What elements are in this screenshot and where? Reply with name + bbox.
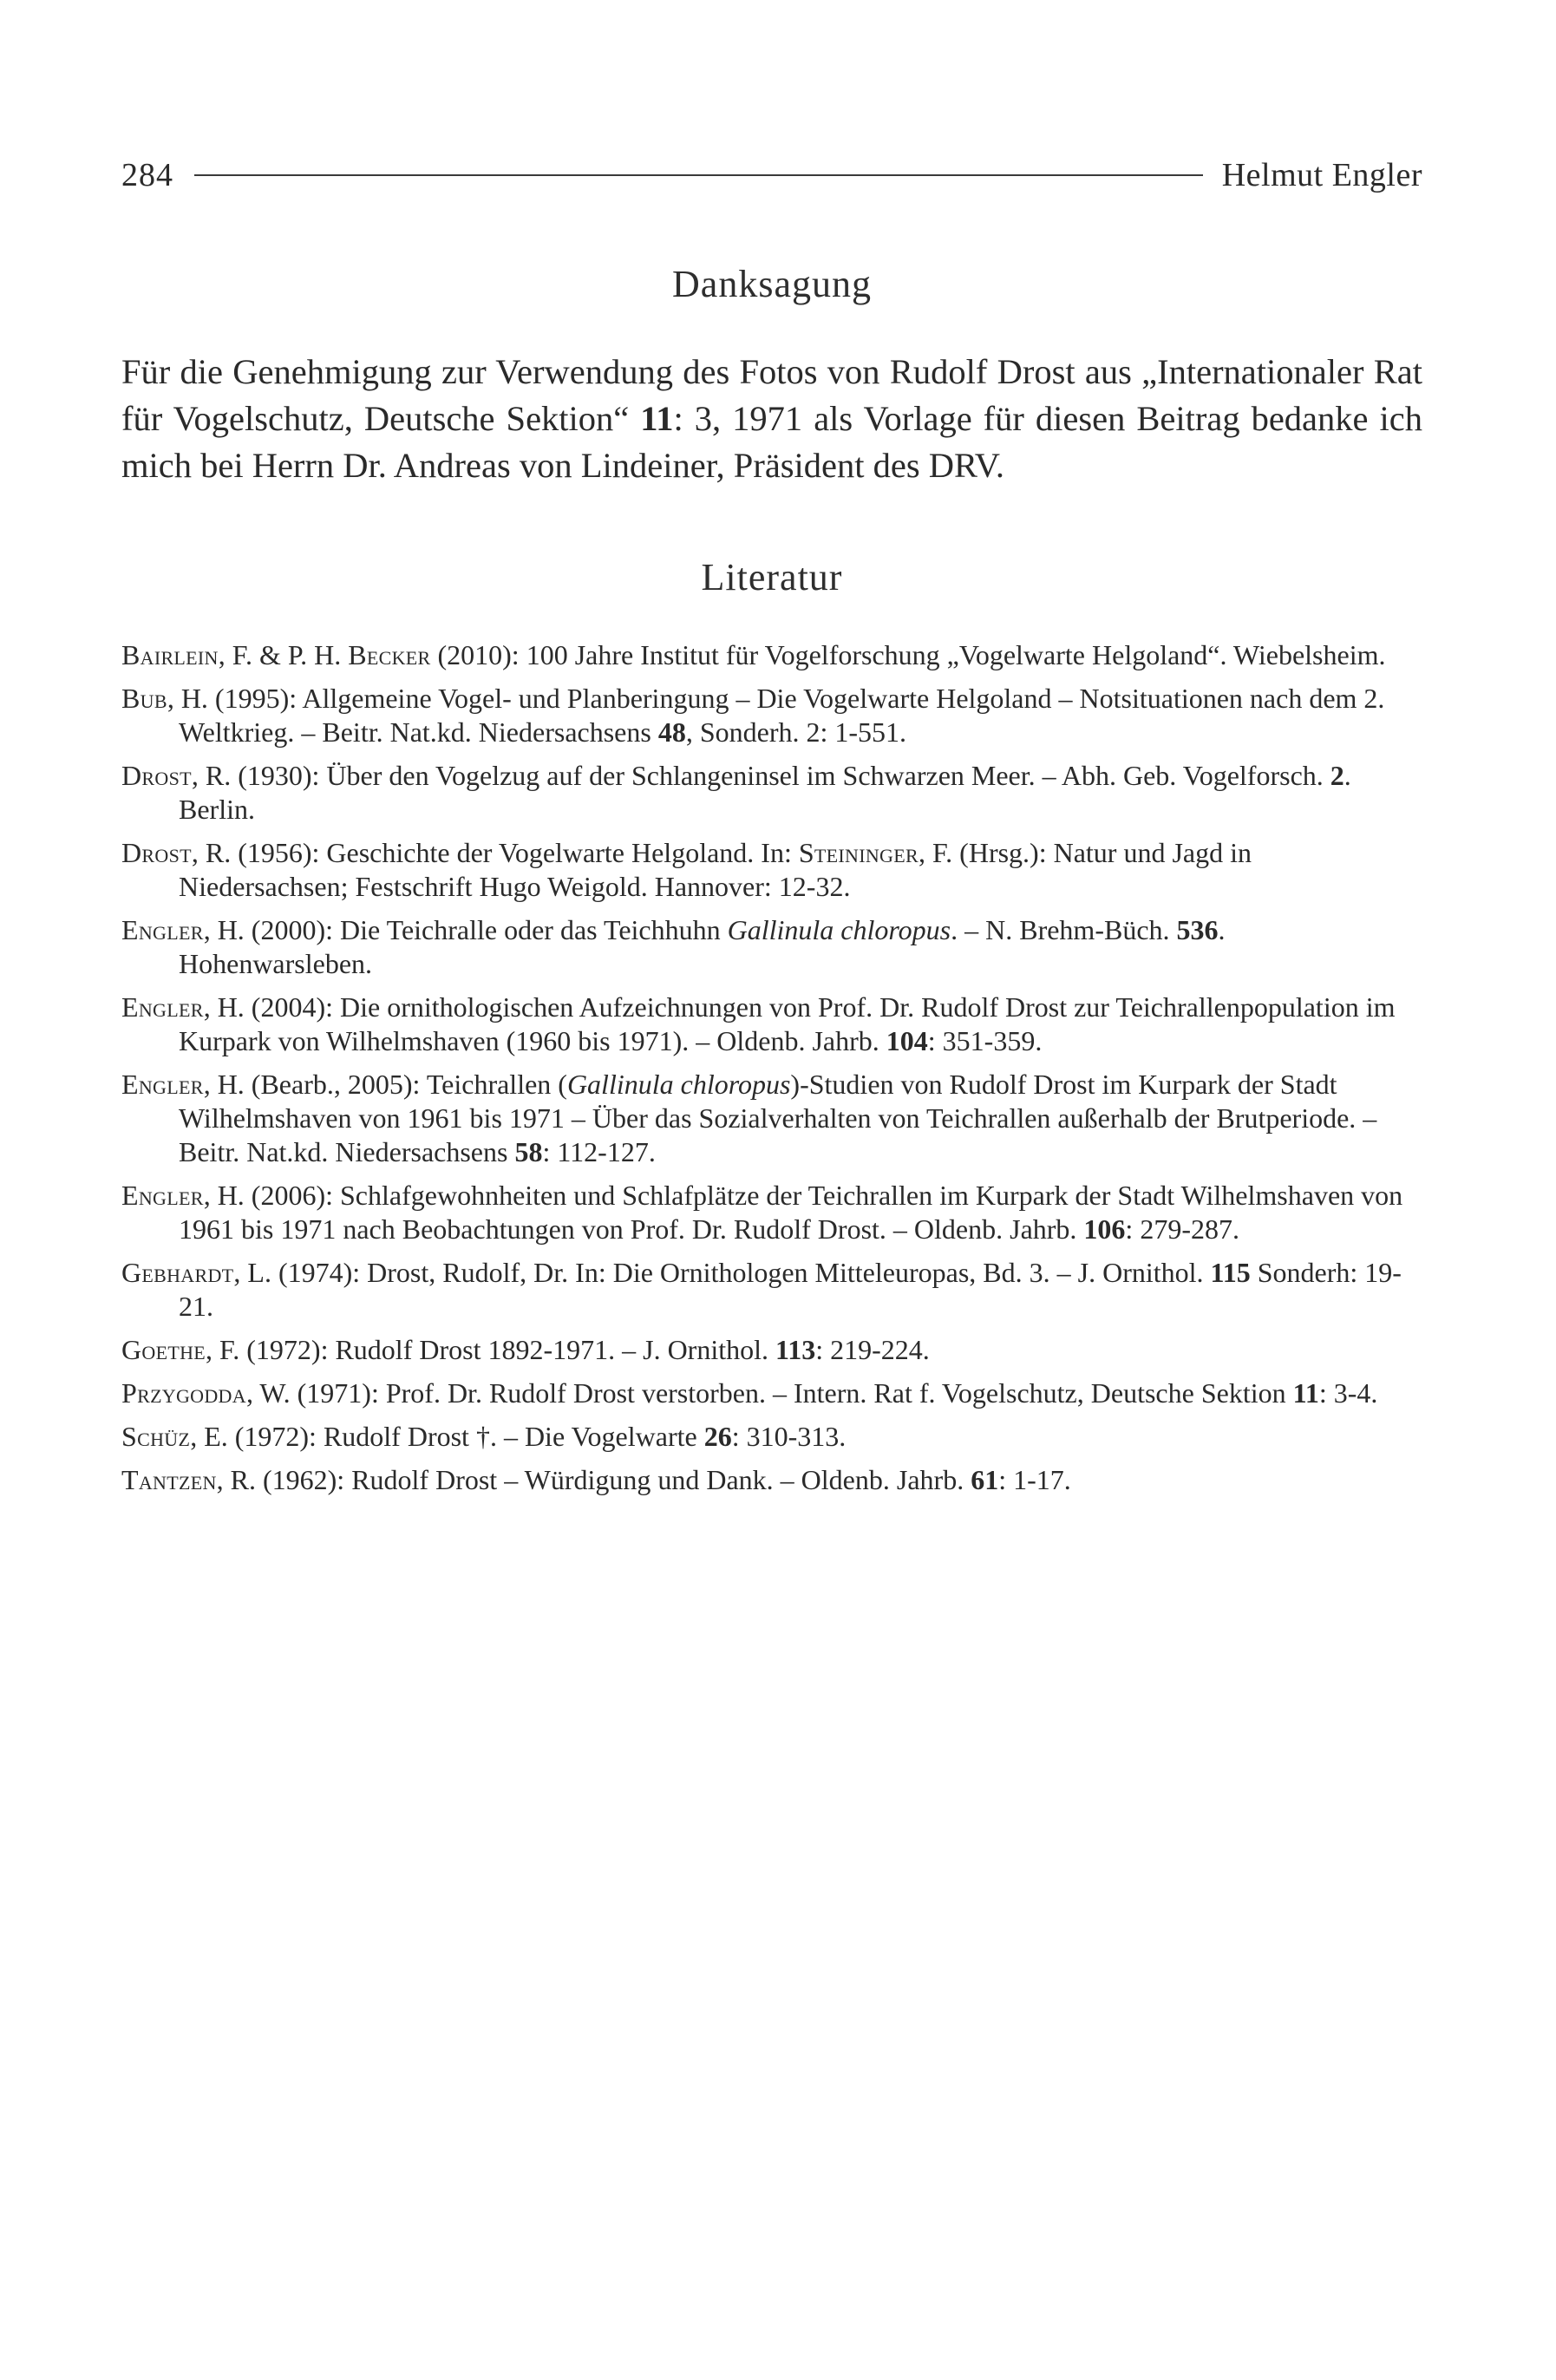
reference-author: Przygodda	[121, 1377, 246, 1409]
document-page	[121, 0, 1422, 2380]
reference-species: Gallinula chloropus	[727, 914, 951, 945]
reference-entry	[121, 1068, 1422, 1169]
reference-rest: : 310-313.	[731, 1421, 847, 1452]
running-author: Helmut Engler	[1221, 157, 1422, 193]
reference-text: , F. (1972): Rudolf Drost 1892-1971. – J. Ornithol.	[206, 1334, 775, 1365]
reference-entry	[121, 759, 1422, 827]
reference-rest: : 351-359.	[927, 1025, 1043, 1056]
reference-text: , H. (2004): Die ornithologischen Aufzeichnungen von Prof. Dr. Rudolf Drost zur Teichrallenpopulation im Kurpark von Wilhelmshaven (1960 bis 1971). – Oldenb. Jahrb.	[179, 991, 1396, 1056]
reference-text: , F. & P. H.	[218, 639, 349, 670]
reference-rest: : 112-127.	[542, 1136, 656, 1167]
reference-text: , R. (1956): Geschichte der Vogelwarte Helgoland. In:	[191, 837, 799, 868]
reference-author: Bub	[121, 683, 167, 714]
header-rule	[194, 174, 1203, 176]
reference-rest: Sonderh: 19-21.	[179, 1257, 1402, 1322]
reference-entry	[121, 1333, 1422, 1367]
reference-coauthor: Becker	[348, 639, 431, 670]
reference-text: , W. (1971): Prof. Dr. Rudolf Drost verstorben. – Intern. Rat f. Vogelschutz, Deutsche Sektion	[245, 1377, 1293, 1409]
reference-volume: 115	[1210, 1257, 1251, 1288]
acknowledgements-volume: 11	[640, 399, 674, 438]
reference-list	[121, 638, 1422, 1507]
acknowledgements-paragraph	[121, 349, 1422, 489]
reference-text: , H. (2000): Die Teichralle oder das Teichhuhn	[203, 914, 728, 945]
reference-text: , H. (Bearb., 2005): Teichrallen (	[203, 1069, 567, 1100]
page-number: 284	[121, 157, 173, 193]
reference-author: Engler	[121, 1180, 204, 1211]
acknowledgements-text-before: Für die Genehmigung zur Verwendung des Fotos von Rudolf Drost aus „Internationaler Rat für Vogelschutz, Deutsche Sektion“	[121, 352, 1422, 438]
reference-author: Tantzen	[121, 1464, 217, 1495]
reference-volume: 106	[1083, 1213, 1126, 1245]
reference-volume: 61	[971, 1464, 999, 1495]
acknowledgements-heading: Danksagung	[672, 263, 872, 305]
reference-entry	[121, 1376, 1422, 1410]
reference-entry	[121, 1420, 1422, 1454]
reference-species: Gallinula chloropus	[566, 1069, 791, 1100]
reference-author: Engler	[121, 1069, 204, 1100]
reference-entry	[121, 638, 1422, 672]
reference-author: Drost	[121, 837, 192, 868]
reference-rest: . Berlin.	[179, 760, 1351, 825]
reference-volume: 104	[886, 1025, 928, 1056]
running-header	[121, 149, 1422, 201]
literature-heading: Literatur	[701, 556, 843, 598]
reference-volume: 536	[1176, 914, 1219, 945]
reference-volume: 26	[703, 1421, 732, 1452]
acknowledgements-text-after: : 3, 1971 als Vorlage für diesen Beitrag bedanke ich mich bei Herrn Dr. Andreas von Lindeiner, Präsident des DRV.	[121, 399, 1422, 485]
reference-volume: 2	[1330, 760, 1344, 791]
reference-author: Engler	[121, 914, 204, 945]
reference-entry	[121, 682, 1422, 749]
reference-author: Goethe	[121, 1334, 206, 1365]
reference-volume: 48	[657, 716, 686, 748]
reference-volume: 11	[1292, 1377, 1319, 1409]
reference-rest: . Hohenwarsleben.	[179, 914, 1226, 979]
reference-volume: 113	[775, 1334, 816, 1365]
reference-entry	[121, 991, 1422, 1058]
reference-text: )-Studien von Rudolf Drost im Kurpark der Stadt Wilhelmshaven von 1961 bis 1971 – Über das Sozialverhalten von Teichrallen außerhalb der Brutperiode. – Beitr. Nat.kd. Niedersachsens	[179, 1069, 1377, 1167]
reference-text: , H. (2006): Schlafgewohnheiten und Schlafplätze der Teichrallen im Kurpark der Stadt Wilhelmshaven von 1961 bis 1971 nach Beobachtungen von Prof. Dr. Rudolf Drost. – Oldenb. Jahrb.	[179, 1180, 1403, 1245]
reference-entry	[121, 1179, 1422, 1246]
reference-author: Bairlein	[121, 639, 219, 670]
reference-text: . – N. Brehm-Büch.	[951, 914, 1177, 945]
reference-rest: : 1-17.	[998, 1464, 1071, 1495]
reference-author: Drost	[121, 760, 192, 791]
reference-rest: , Sonderh. 2: 1-551.	[685, 716, 907, 748]
reference-entry	[121, 1463, 1422, 1497]
reference-author: Gebhardt	[121, 1257, 234, 1288]
reference-entry	[121, 836, 1422, 904]
reference-text: , R. (1930): Über den Vogelzug auf der Schlangeninsel im Schwarzen Meer. – Abh. Geb. Vogelforsch.	[191, 760, 1330, 791]
reference-text: , H. (1995): Allgemeine Vogel- und Planberingung – Die Vogelwarte Helgoland – Notsituationen nach dem 2. Weltkrieg. – Beitr. Nat.kd. Niedersachsens	[167, 683, 1385, 748]
reference-rest: : 279-287.	[1125, 1213, 1239, 1245]
reference-editor: Steininger	[798, 837, 919, 868]
reference-text: , R. (1962): Rudolf Drost – Würdigung und Dank. – Oldenb. Jahrb.	[216, 1464, 971, 1495]
reference-author: Engler	[121, 991, 204, 1023]
reference-entry	[121, 1256, 1422, 1324]
reference-volume: 58	[514, 1136, 543, 1167]
reference-rest: : 219-224.	[815, 1334, 930, 1365]
reference-entry	[121, 913, 1422, 981]
reference-author: Schüz	[121, 1421, 191, 1452]
reference-text: , L. (1974): Drost, Rudolf, Dr. In: Die Ornithologen Mitteleuropas, Bd. 3. – J. Ornithol.	[233, 1257, 1211, 1288]
reference-text: , E. (1972): Rudolf Drost †. – Die Vogelwarte	[190, 1421, 704, 1452]
reference-rest: : 3-4.	[1318, 1377, 1378, 1409]
reference-rest: (2010): 100 Jahre Institut für Vogelforschung „Vogelwarte Helgoland“. Wiebelsheim.	[430, 639, 1386, 670]
reference-rest: , F. (Hrsg.): Natur und Jagd in Niedersachsen; Festschrift Hugo Weigold. Hannover: 12-32.	[179, 837, 1252, 902]
